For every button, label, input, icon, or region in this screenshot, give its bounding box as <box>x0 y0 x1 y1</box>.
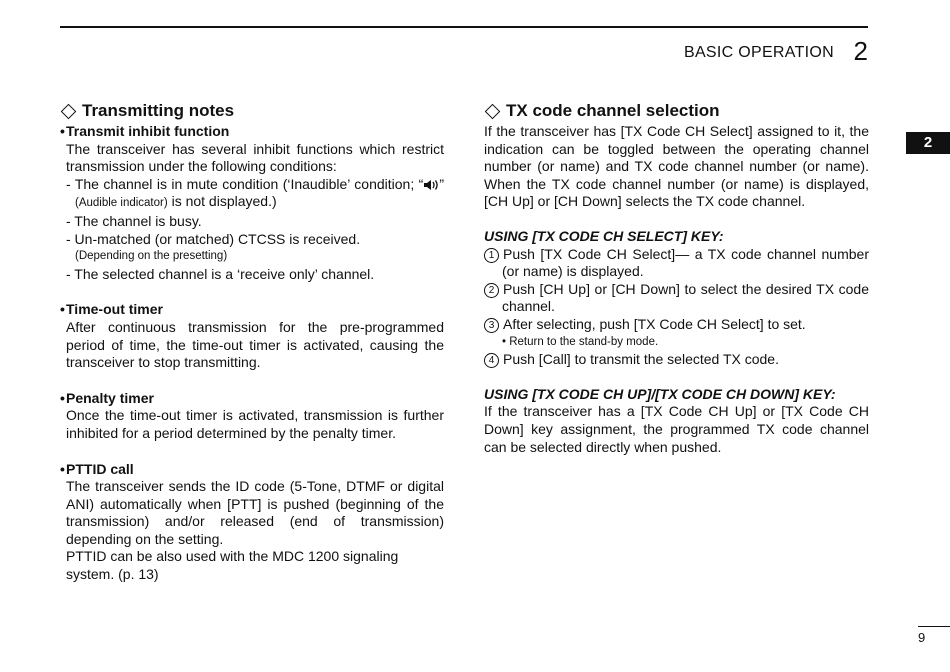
step-item: 3 After selecting, push [TX Code CH Select] to set. <box>484 316 869 334</box>
left-column <box>60 101 444 584</box>
step-note: • Return to the stand-by mode. <box>502 335 659 348</box>
footer-rule <box>918 626 950 627</box>
list-note: (Depending on the presetting) <box>75 250 228 263</box>
page-number: 9 <box>918 630 926 645</box>
paragraph: The transceiver sends the ID code (5-Tone, DTMF or digital ANI) automatically when [PTT] is pushed (beginning of the transmission) and/or released (end of transmission) depending on the setting. <box>66 478 444 547</box>
diamond-icon <box>485 103 501 119</box>
section-heading-transmitting-notes: Transmitting notes <box>60 101 444 121</box>
section-heading-tx-code-channel: TX code channel selection <box>484 101 869 121</box>
list-item: - The channel is in mute condition (‘Inaudible’ condition; “ ” (Audible indicator) is not displayed.) <box>66 175 444 210</box>
chapter-title: BASIC OPERATION <box>683 44 834 61</box>
chapter-side-tab: 2 <box>906 132 950 154</box>
paragraph: The transceiver has several inhibit functions which restrict transmission under the following conditions: <box>66 140 444 175</box>
list-item: - The channel is busy. <box>66 212 202 229</box>
subheading-pttid-call: •PTTID call <box>60 460 134 477</box>
paragraph: If the transceiver has a [TX Code CH Up] or [TX Code CH Down] key assignment, the programmed TX code channel can be selected directly when pushed. <box>484 403 869 455</box>
step-item: 1 Push [TX Code CH Select]— a TX code channel number (or name) is displayed. <box>484 246 869 281</box>
list-item: - The selected channel is a ‘receive only’ channel. <box>66 265 375 282</box>
step-item: 2 Push [CH Up] or [CH Down] to select the desired TX code channel. <box>484 281 869 316</box>
header-rule <box>60 26 868 28</box>
paragraph: If the transceiver has [TX Code CH Select] assigned to it, the indication can be toggled between the operating channel number (or name) and TX code channel number (or name). When the TX code channel number (or name) is displayed, [CH Up] or [CH Down] selects the TX code channel. <box>484 123 869 210</box>
paragraph: PTTID can be also used with the MDC 1200 signaling system. (p. 13) <box>66 548 399 583</box>
diamond-icon <box>61 103 77 119</box>
paragraph: After continuous transmission for the pre-programmed period of time, the time-out timer is activated, causing the transceiver to stop transmitting. <box>66 318 444 371</box>
right-column <box>484 101 869 456</box>
subheading-penalty-timer: •Penalty timer <box>60 389 154 406</box>
chapter-number: 2 <box>853 36 868 66</box>
paragraph: Once the time-out timer is activated, transmission is further inhibited for a period determined by the penalty timer. <box>66 407 444 441</box>
subheading-transmit-inhibit: •Transmit inhibit function <box>60 123 230 139</box>
subheading-using-select-key: USING [TX CODE CH SELECT] KEY: <box>484 227 724 244</box>
step-item: 4 Push [Call] to transmit the selected TX code. <box>484 351 869 369</box>
speaker-icon <box>423 179 439 191</box>
subheading-time-out-timer: •Time-out timer <box>60 301 163 318</box>
list-item: - Un-matched (or matched) CTCSS is received. <box>66 230 361 247</box>
subheading-using-up-down-key: USING [TX CODE CH UP]/[TX CODE CH DOWN] KEY: <box>484 385 836 402</box>
